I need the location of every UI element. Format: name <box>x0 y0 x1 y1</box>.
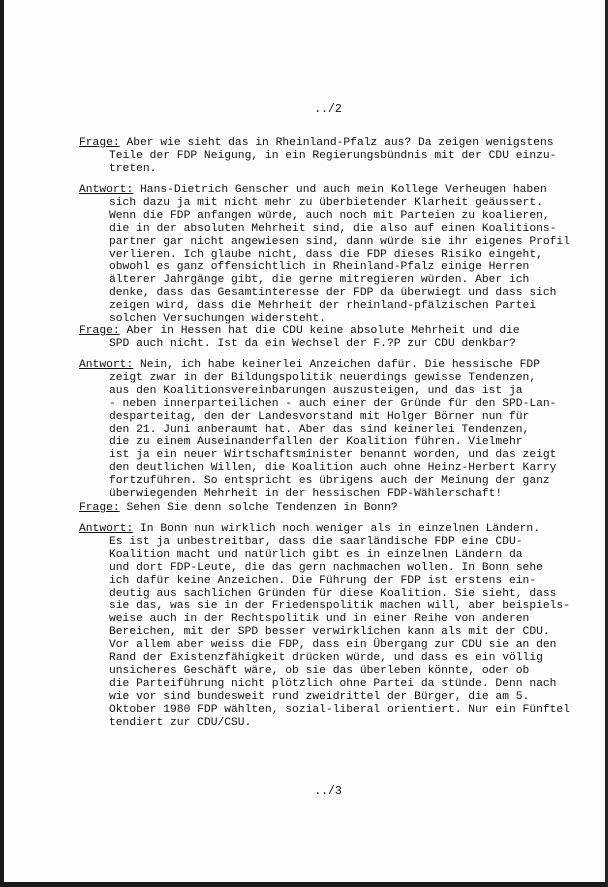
text-line: die zu einem Auseinanderfallen der Koalition führen. Vielmehr <box>109 436 523 449</box>
text-line: Oktober 1980 FDP wählten, sozial-liberal orientiert. Nur ein Fünftel <box>109 703 570 716</box>
text-line: wie vor sind bundesweit rund zweidrittel der Bürger, die am 5. <box>109 690 530 703</box>
text-line: den deutlichen Willen, die Koalition auch ohne Heinz-Herbert Karry <box>109 462 557 475</box>
answer-label: Antwort: <box>79 184 134 196</box>
text-line: treten. <box>109 162 157 175</box>
answer-label: Antwort: <box>79 359 134 371</box>
text-line: Nein, ich habe keinerlei Anzeichen dafür. Die hessische FDP <box>133 359 540 371</box>
page-marker-top: ../2 <box>314 103 342 116</box>
text-line: und dort FDP-Leute, die das gern nachmachen wollen. In Bonn sehe <box>109 561 543 574</box>
question-block <box>79 325 579 351</box>
text-line: Hans-Dietrich Genscher und auch mein Kollege Verheugen haben <box>133 184 547 196</box>
text-line: fortzuführen. So entspricht es übrigens auch der Meinung der ganz <box>109 475 550 488</box>
text-line: den 21. Juni anberaumt hat. Aber das sind keinerlei Tendenzen, <box>109 423 530 436</box>
text-line: desparteitag, den der Landesvorstand mit Holger Börner nun für <box>109 410 530 423</box>
question-label: Frage: <box>79 137 120 149</box>
text-line: überwiegenden Mehrheit in der hessischen FDP-Wählerschaft! <box>109 488 503 501</box>
text-line: älterer Jahrgänge gibt, die gerne mitregieren würden. Aber ich <box>109 274 530 287</box>
text-line: Rand der Existenzfähigkeit drücken würde, und dass es ein völlig <box>109 652 543 665</box>
question-block <box>79 502 579 515</box>
text-line: Vor allem aber weiss die FDP, dass ein Übergang zur CDU sie an den <box>109 639 557 652</box>
text-line: zeigen wird, dass die Mehrheit der rheinland-pfälzischen Partei <box>109 300 537 313</box>
text-line: Es ist ja unbestreitbar, dass die saarländische FDP eine CDU- <box>109 535 523 548</box>
text-line: sie das, was sie in der Friedenspolitik machen will, aber beispiels- <box>109 600 570 613</box>
page-marker-bottom: ../3 <box>314 785 342 798</box>
text-line: zeigt zwar in der Bildungspolitik neuerdings gewisse Tendenzen, <box>109 371 537 384</box>
question-label: Frage: <box>79 325 120 337</box>
text-line: Wenn die FDP anfangen würde, auch noch mit Parteien zu koalieren, <box>109 209 550 222</box>
text-line: die in der absoluten Mehrheit sind, die also auf einen Koalitions- <box>109 222 557 235</box>
answer-block <box>79 523 579 730</box>
text-line: - neben innerparteilichen - auch einer der Gründe für den SPD-Lan- <box>109 397 557 410</box>
text-line: partner gar nicht angewiesen sind, dann würde sie ihr eigenes Profil <box>109 235 570 248</box>
text-line: In Bonn nun wirklich noch weniger als in einzelnen Ländern. <box>133 523 540 535</box>
text-line: deutig aus sachlichen Gründen für diese Koalition. Sie sieht, dass <box>109 587 557 600</box>
text-line: verlieren. Ich glaube nicht, dass die FDP dieses Risiko eingeht, <box>109 248 543 261</box>
text-line: aus den Koalitionsvereinbarungen auszusteigen, und das ist ja <box>109 384 523 397</box>
text-line: Bereichen, mit der SPD besser verwirklichen kann als mit der CDU. <box>109 626 550 639</box>
text-line: denke, dass das Gesamtinteresse der FDP da überwiegt und dass sich <box>109 287 557 300</box>
text-line: Aber wie sieht das in Rheinland-Pfalz aus? Da zeigen wenigstens <box>119 137 554 149</box>
answer-block <box>79 359 579 501</box>
text-line: Koalition macht und natürlich gibt es in einzelnen Ländern da <box>109 548 523 561</box>
question-label: Frage: <box>79 502 120 514</box>
text-line: sich dazu ja mit nicht mehr zu überbietender Klarheit geäussert. <box>109 196 543 209</box>
text-line: unsicheres Geschäft wäre, ob sie das überleben könnte, oder ob <box>109 664 530 677</box>
text-line: ich dafür keine Anzeichen. Die Führung der FDP ist erstens ein- <box>109 574 537 587</box>
text-line: weise auch in der Rechtspolitik und in einer Reihe von anderen <box>109 613 530 626</box>
answer-label: Antwort: <box>79 523 134 535</box>
text-line: obwohl es ganz offensichtlich in Rheinland-Pfalz einige Herren <box>109 261 530 274</box>
question-block <box>79 137 579 176</box>
answer-block <box>79 184 579 326</box>
text-line: solchen Versuchungen widersteht. <box>109 313 326 326</box>
text-line: Aber in Hessen hat die CDU keine absolute Mehrheit und die <box>119 325 520 337</box>
text-line: Teile der FDP Neigung, in ein Regierungsbündnis mit der CDU einzu- <box>109 149 557 162</box>
text-line: tendiert zur CDU/CSU. <box>109 716 252 729</box>
text-line: SPD auch nicht. Ist da ein Wechsel der F.?P zur CDU denkbar? <box>109 337 516 350</box>
text-line: die Parteiführung nicht plötzlich ohne Partei da stünde. Denn nach <box>109 677 557 690</box>
text-line: Sehen Sie denn solche Tendenzen in Bonn? <box>119 502 398 514</box>
text-line: ist ja ein neuer Wirtschaftsminister benannt worden, und das zeigt <box>109 449 557 462</box>
